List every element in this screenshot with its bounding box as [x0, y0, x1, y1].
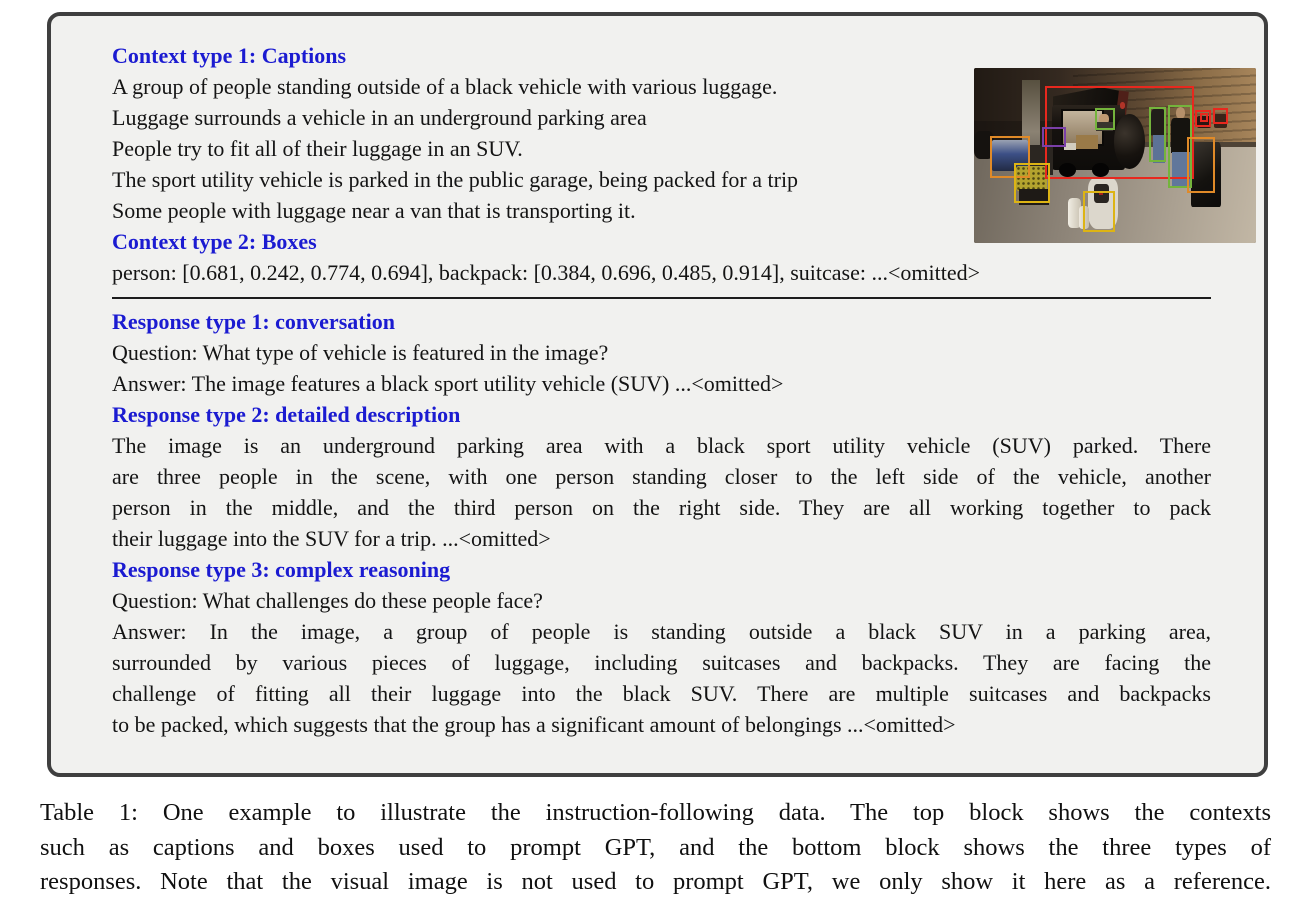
captions-block [112, 71, 964, 226]
caption-line: A group of people standing outside of a black vehicle with various luggage. [112, 74, 778, 99]
table-caption-line: responses. Note that the visual image is not used to prompt GPT, we only show it here as a reference. [40, 868, 1271, 895]
response3-heading: Response type 3: complex reasoning [112, 557, 451, 582]
response2-line: person in the middle, and the third person on the right side. They are all working together to pack [112, 495, 1211, 520]
caption-line: Luggage surrounds a vehicle in an underground parking area [112, 105, 647, 130]
response3-answer-line: to be packed, which suggests that the group has a significant amount of belongings ...<omitted> [112, 712, 956, 737]
response2-line: The image is an underground parking area with a black sport utility vehicle (SUV) parked. There [112, 433, 1211, 458]
caption-line: People try to fit all of their luggage in an SUV. [112, 136, 523, 161]
response3-answer-line: challenge of fitting all their luggage into the black SUV. There are multiple suitcases and backpacks [112, 681, 1211, 706]
response1-question: Question: What type of vehicle is featured in the image? [112, 340, 609, 365]
table-caption [40, 796, 1271, 900]
response3-answer-line: surrounded by various pieces of luggage, including suitcases and backpacks. They are facing the [112, 650, 1211, 675]
response2-line: their luggage into the SUV for a trip. ...<omitted> [112, 526, 551, 551]
response3-answer-line: Answer: In the image, a group of people is standing outside a black SUV in a parking area, [112, 619, 1211, 644]
response1-answer: Answer: The image features a black sport utility vehicle (SUV) ...<omitted> [112, 371, 784, 396]
table-caption-line: Table 1: One example to illustrate the instruction-following data. The top block shows the contexts [40, 799, 1271, 826]
caption-line: The sport utility vehicle is parked in the public garage, being packed for a trip [112, 167, 799, 192]
response2-line: are three people in the scene, with one person standing closer to the left side of the vehicle, another [112, 464, 1211, 489]
caption-line: Some people with luggage near a van that is transporting it. [112, 198, 636, 223]
response1-heading: Response type 1: conversation [112, 309, 395, 334]
figure-content [112, 40, 1211, 740]
response2-heading: Response type 2: detailed description [112, 402, 461, 427]
context1-heading: Context type 1: Captions [112, 43, 347, 68]
boxes-coordinates-line: person: [0.681, 0.242, 0.774, 0.694], backpack: [0.384, 0.696, 0.485, 0.914], suitcase: ...<omitted> [112, 260, 981, 285]
divider-line [112, 297, 1211, 299]
bbox-distant-car-red [1213, 108, 1228, 124]
response3-question: Question: What challenges do these people face? [112, 588, 543, 613]
figure-table-box [47, 12, 1268, 777]
table-caption-line: such as captions and boxes used to prompt GPT, and the bottom block shows the three types of [40, 833, 1271, 861]
context2-heading: Context type 2: Boxes [112, 229, 317, 254]
